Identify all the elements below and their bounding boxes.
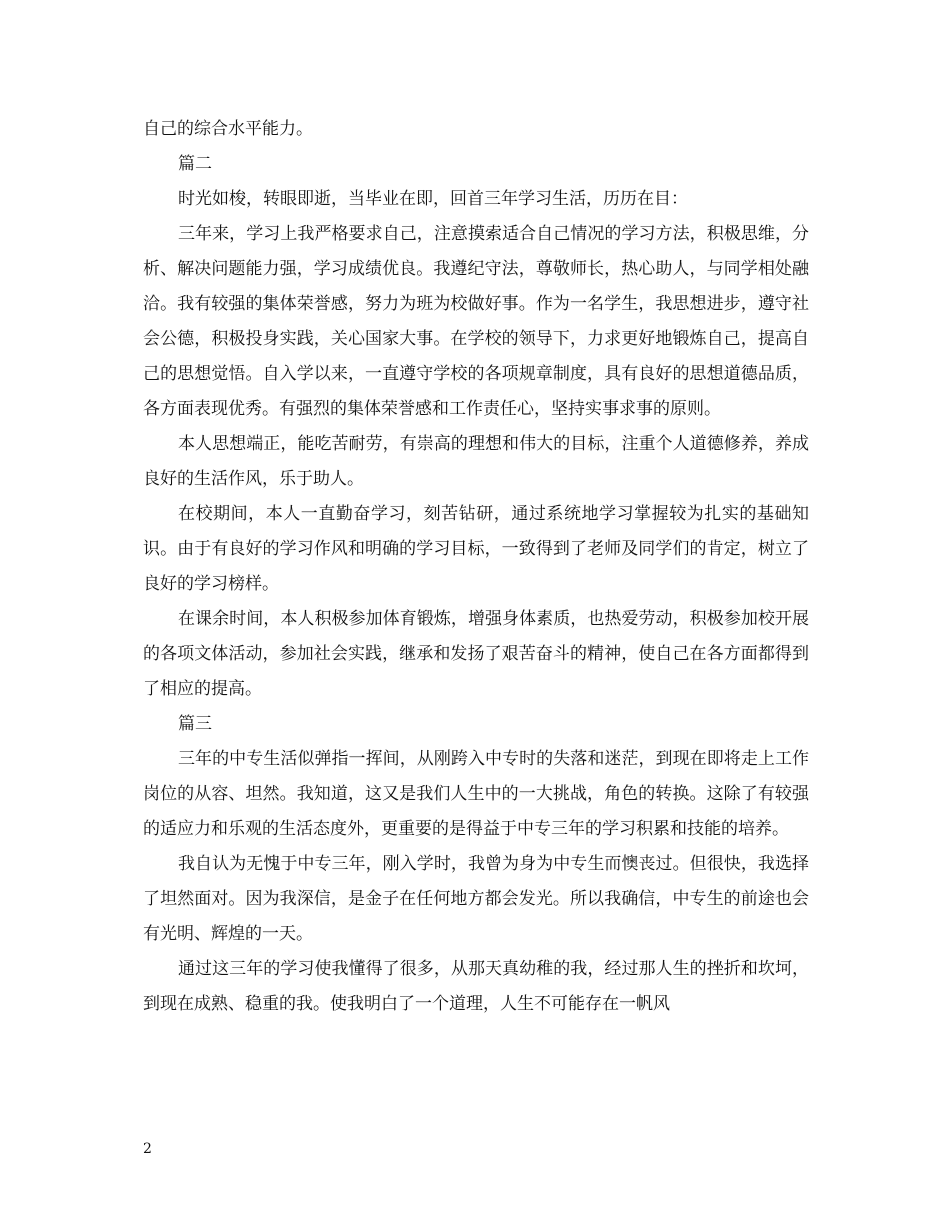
section-heading: 篇二 <box>178 154 212 174</box>
paragraph: 我自认为无愧于中专三年，刚入学时，我曾为身为中专生而懊丧过。但很快，我选择了坦然面对。因为我深信，是金子在任何地方都会发光。所以我确信，中专生的前途也会有光明、辉煌的一天。 <box>143 854 809 944</box>
paragraph: 自己的综合水平能力。 <box>143 119 313 139</box>
paragraph: 时光如梭，转眼即逝，当毕业在即，回首三年学习生活，历历在目： <box>178 189 688 209</box>
document-body <box>143 112 809 1022</box>
section-heading: 篇三 <box>178 714 212 734</box>
paragraph: 三年来，学习上我严格要求自己，注意摸索适合自己情况的学习方法，积极思维，分析、解决问题能力强，学习成绩优良。我遵纪守法，尊敬师长，热心助人，与同学相处融洽。我有较强的集体荣誉感，努力为班为校做好事。作为一名学生，我思想进步，遵守社会公德，积极投身实践，关心国家大事。在学校的领导下，力求更好地锻炼自己，提高自己的思想觉悟。自入学以来，一直遵守学校的各项规章制度，具有良好的思想道德品质，各方面表现优秀。有强烈的集体荣誉感和工作责任心，坚持实事求事的原则。 <box>143 224 809 419</box>
paragraph: 三年的中专生活似弹指一挥间，从刚跨入中专时的失落和迷茫，到现在即将走上工作岗位的从容、坦然。我知道，这又是我们人生中的一大挑战，角色的转换。这除了有较强的适应力和乐观的生活态度外，更重要的是得益于中专三年的学习积累和技能的培养。 <box>143 749 809 839</box>
page-number: 2 <box>143 1141 152 1157</box>
paragraph: 本人思想端正，能吃苦耐劳，有崇高的理想和伟大的目标，注重个人道德修养，养成良好的生活作风，乐于助人。 <box>143 434 809 489</box>
paragraph: 在课余时间，本人积极参加体育锻炼，增强身体素质，也热爱劳动，积极参加校开展的各项文体活动，参加社会实践，继承和发扬了艰苦奋斗的精神，使自己在各方面都得到了相应的提高。 <box>143 609 809 699</box>
paragraph: 通过这三年的学习使我懂得了很多，从那天真幼稚的我，经过那人生的挫折和坎坷，到现在成熟、稳重的我。使我明白了一个道理，人生不可能存在一帆风 <box>143 959 809 1014</box>
paragraph: 在校期间，本人一直勤奋学习，刻苦钻研，通过系统地学习掌握较为扎实的基础知识。由于有良好的学习作风和明确的学习目标，一致得到了老师及同学们的肯定，树立了良好的学习榜样。 <box>143 504 809 594</box>
